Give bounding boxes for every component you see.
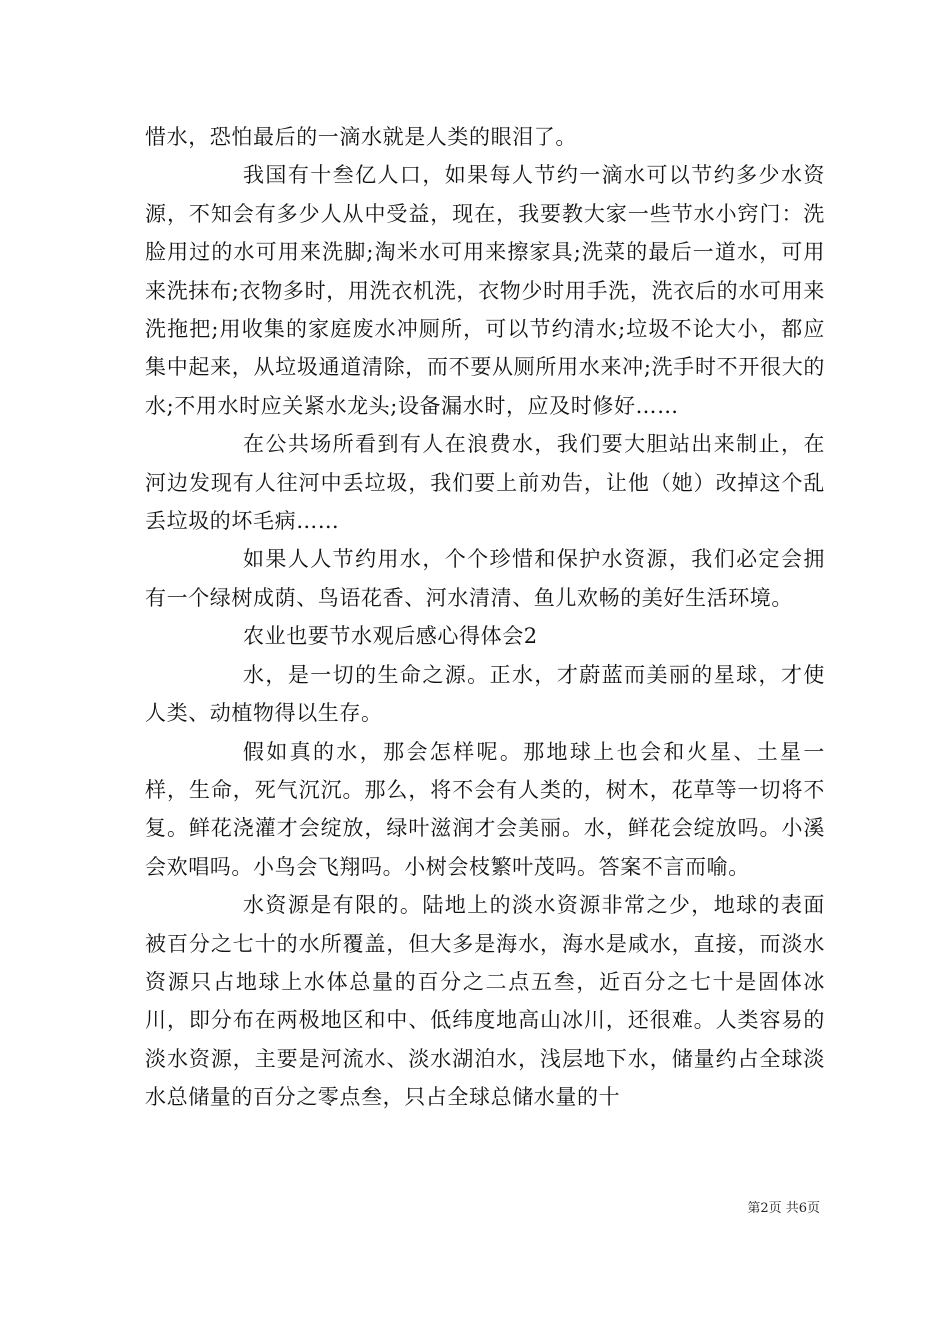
section-title: 农业也要节水观后感心得体会2 <box>243 624 538 649</box>
paragraph-source-of-life: 水，是一切的生命之源。正水，才蔚蓝而美丽的星球，才使人类、动植物得以生存。 <box>145 662 825 726</box>
paragraph-continuation: 惜水，恐怕最后的一滴水就是人类的眼泪了。 <box>145 125 577 149</box>
paragraph-public-places: 在公共场所看到有人在浪费水，我们要大胆站出来制止，在河边发现有人往河中丢垃圾，我们要上前劝告，让他（她）改掉这个乱丢垃圾的坏毛病…… <box>145 432 825 534</box>
paragraph-water-saving-tips: 我国有十叁亿人口，如果每人节约一滴水可以节约多少水资源，不知会有多少人从中受益，现在，我要教大家一些节水小窍门：洗脸用过的水可用来洗脚;淘米水可用来擦家具;洗菜的最后一道水，可用来洗抹布;衣物多时，用洗衣机洗，衣物少时用手洗，洗衣后的水可用来洗拖把;用收集的家庭废水冲厕所，可以节约清水;垃圾不论大小，都应集中起来，从垃圾通道清除，而不要从厕所用水来冲;洗手时不开很大的水;不用水时应关紧水龙头;设备漏水时，应及时修好…… <box>145 163 825 418</box>
page-number: 第2页 共6页 <box>747 1201 820 1216</box>
document-body <box>145 118 825 1117</box>
paragraph-everyone-saves: 如果人人节约用水，个个珍惜和保护水资源，我们必定会拥有一个绿树成荫、鸟语花香、河水清清、鱼儿欢畅的美好生活环境。 <box>145 547 825 610</box>
paragraph-without-water: 假如真的水，那会怎样呢。那地球上也会和火星、土星一样，生命，死气沉沉。那么，将不会有人类的，树木，花草等一切将不复。鲜花浇灌才会绽放，绿叶滋润才会美丽。水，鲜花会绽放吗。小溪会欢唱吗。小鸟会飞翔吗。小树会枝繁叶茂吗。答案不言而喻。 <box>145 739 825 879</box>
paragraph-limited-resources: 水资源是有限的。陆地上的淡水资源非常之少，地球的表面被百分之七十的水所覆盖，但大多是海水，海水是咸水，直接，而淡水资源只占地球上水体总量的百分之二点五叁，近百分之七十是固体冰川，即分布在两极地区和中、低纬度地高山冰川，还很难。人类容易的淡水资源，主要是河流水、淡水湖泊水，浅层地下水，储量约占全球淡水总储量的百分之零点叁，只占全球总储水量的十 <box>145 893 825 1110</box>
